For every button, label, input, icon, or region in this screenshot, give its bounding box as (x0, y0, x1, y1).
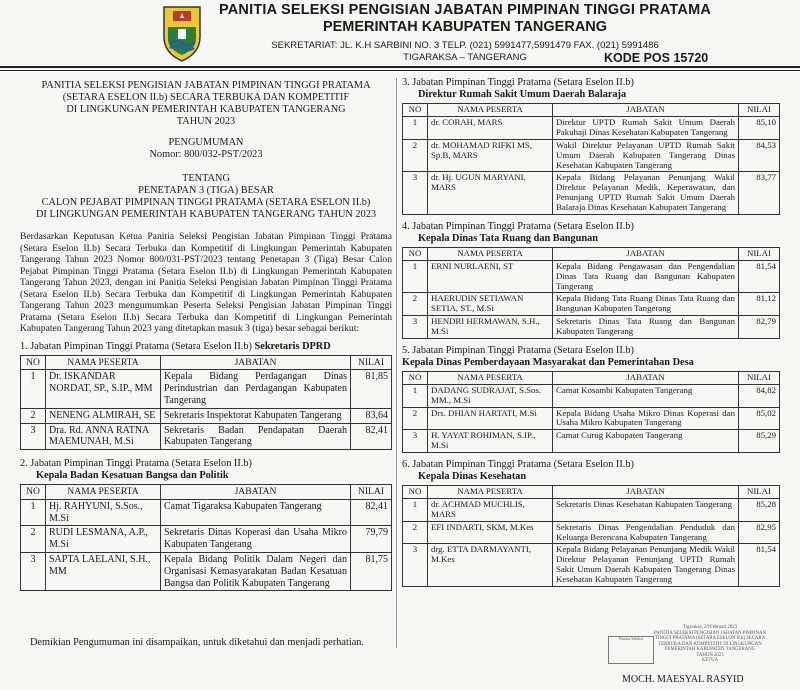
table-row (21, 370, 392, 408)
cell-jabatan: Kepala Bidang Pelayanan Penunjang Medik Wakil Direktur Pelayanan Penunjang UPTD Rumah Sakit Umum Daerah Kabupaten Tangerang Dinas Kesehatan Kabupaten Tangerang (553, 544, 739, 586)
section-heading: 3. Jabatan Pimpinan Tinggi Pratama (Setara Eselon II.b) (402, 77, 634, 88)
cell-nilai: 81,12 (739, 293, 780, 316)
cell-nilai: 82,95 (739, 521, 780, 544)
results-table-2 (20, 484, 392, 591)
cell-jabatan: Sekretaris Dinas Pengendalian Penduduk dan Keluarga Berencana Kabupaten Tangerang (553, 521, 739, 544)
cell-jabatan: Wakil Direktur Pelayanan UPTD Rumah Sakit Umum Daerah Kabupaten Tangerang Dinas Kesehatan Kabupaten Tangerang (553, 139, 739, 172)
cell-nilai: 85,10 (739, 117, 780, 140)
cell-nama: dr. CORAH, MARS (428, 117, 553, 140)
section-heading: 2. Jabatan Pimpinan Tinggi Pratama (Setara Eselon II.b) (20, 458, 252, 470)
cell-jabatan: Camat Tigaraksa Kabupaten Tangerang (161, 499, 351, 526)
section-1 (20, 341, 392, 353)
table-row (21, 552, 392, 590)
col-nama: NAMA PESERTA (46, 356, 161, 370)
cell-nama: H. YAYAT ROHIMAN, S.IP., M.Si (428, 430, 553, 453)
table-row (21, 499, 392, 526)
col-no: NO (403, 372, 428, 385)
table-header (403, 248, 780, 261)
table-row (403, 384, 780, 407)
right-column (402, 77, 780, 587)
col-jabatan: JABATAN (161, 356, 351, 370)
cell-nilai: 85,28 (739, 499, 780, 522)
section-position: Kepala Dinas Pemberdayaan Masyarakat dan Pemerintahan Desa (402, 356, 694, 368)
section-4 (402, 221, 780, 245)
signature-org-line5: TAHUN 2023 (696, 652, 724, 658)
cell-jabatan: Direktur UPTD Rumah Sakit Umum Daerah Pakuhaji Dinas Kesehatan Kabupaten Tangerang (553, 117, 739, 140)
cell-nilai: 82,41 (351, 423, 392, 450)
cell-jabatan: Camat Curug Kabupaten Tangerang (553, 430, 739, 453)
table-row (403, 499, 780, 522)
section-heading: 6. Jabatan Pimpinan Tinggi Pratama (Setara Eselon II.b) (402, 458, 634, 470)
table-header (403, 486, 780, 499)
col-nama: NAMA PESERTA (428, 372, 553, 385)
cell-nilai: 81,54 (739, 544, 780, 586)
cell-nama: Drs. DHIAN HARTATI, M.Si (428, 407, 553, 430)
cell-no: 1 (21, 370, 46, 408)
results-table-5 (402, 371, 780, 453)
col-nilai: NILAI (739, 248, 780, 261)
letterhead-line2: PEMERINTAH KABUPATEN TANGERANG (322, 19, 608, 35)
cell-no: 2 (403, 293, 428, 316)
column-divider (396, 78, 397, 648)
cell-nama: SAPTA LAELANI, S.H., MM (46, 552, 161, 590)
col-nama: NAMA PESERTA (428, 104, 553, 117)
table-row (403, 544, 780, 586)
section-heading: 4. Jabatan Pimpinan Tinggi Pratama (Setara Eselon II.b) (402, 220, 634, 232)
cell-nilai: 83,77 (739, 172, 780, 214)
announcement-label: PENGUMUMAN (168, 136, 244, 148)
table-row (403, 172, 780, 214)
signature-date: Tigaraksa, 20 Februari 2023 (682, 625, 738, 630)
cell-nilai: 84,82 (739, 384, 780, 407)
cell-nilai: 82,41 (351, 499, 392, 526)
cell-jabatan: Sekretaris Dinas Kesehatan Kabupaten Tangerang (553, 499, 739, 522)
title-line4: TAHUN 2023 (176, 116, 236, 128)
col-no: NO (403, 104, 428, 117)
document-title (20, 80, 392, 129)
cell-nilai: 82,79 (739, 316, 780, 339)
cell-no: 1 (403, 260, 428, 293)
signature-org-line1: PANITIA SELEKSI PENGISIAN JABATAN PIMPINAN (654, 630, 766, 636)
cell-no: 3 (403, 544, 428, 586)
signature-org-line2: TINGGI PRATAMA (SETARA ESELON II.b) SECARA (654, 636, 766, 642)
cell-no: 3 (403, 316, 428, 339)
section-3 (402, 77, 780, 101)
col-nilai: NILAI (739, 104, 780, 117)
cell-nilai: 84,53 (739, 139, 780, 172)
table-row (403, 430, 780, 453)
signature-org-line3: TERBUKA DAN KOMPETITIF DI LINGKUNGAN (658, 641, 762, 647)
signer-name: MOCH. MAESYAL RASYID (622, 674, 744, 685)
table-row (403, 521, 780, 544)
section-position: Kepala Badan Kesatuan Bangsa dan Politik (36, 470, 229, 482)
cell-no: 1 (21, 499, 46, 526)
table-header (403, 372, 780, 385)
cell-jabatan: Kepala Bidang Politik Dalam Negeri dan Organisasi Kemasyarakatan Badan Kesatuan Bangsa dan Politik Kabupaten Tangerang (161, 552, 351, 590)
results-table-6 (402, 485, 780, 587)
title-line1: PANITIA SELEKSI PENGISIAN JABATAN PIMPINAN TINGGI PRATAMA (41, 80, 371, 91)
col-nilai: NILAI (739, 486, 780, 499)
section-heading: 1. Jabatan Pimpinan Tinggi Pratama (Setara Eselon II.b) (20, 340, 252, 352)
table-row (21, 408, 392, 423)
cell-nilai: 79,79 (351, 526, 392, 553)
col-nilai: NILAI (739, 372, 780, 385)
cell-nama: dr. ACHMAD MUCHLIS, MARS (428, 499, 553, 522)
signature-org-line4: PEMERINTAH KABUPATEN TANGERANG (664, 647, 756, 653)
cell-jabatan: Camat Kosambi Kabupaten Tangerang (553, 384, 739, 407)
cell-no: 1 (403, 384, 428, 407)
table-row (403, 407, 780, 430)
section-5 (402, 345, 780, 369)
table-header (403, 104, 780, 117)
table-row (403, 293, 780, 316)
cell-nama: EFI INDARTI, SKM, M.Kes (428, 521, 553, 544)
section-position: Kepala Dinas Tata Ruang dan Bangunan (418, 232, 598, 244)
section-heading: 5. Jabatan Pimpinan Tinggi Pratama (Setara Eselon II.b) (402, 344, 634, 356)
cell-nama: dr. MOHAMAD RIFKI MS, Sp.B, MARS (428, 139, 553, 172)
announcement-block (20, 137, 392, 161)
subject-block (20, 173, 392, 222)
cell-jabatan: Kepala Bidang Pengawasan dan Pengendalian Dinas Tata Ruang dan Bangunan Kabupaten Tangerang (553, 260, 739, 293)
col-no: NO (403, 486, 428, 499)
col-no: NO (403, 248, 428, 261)
section-position: Direktur Rumah Sakit Umum Daerah Balaraja (418, 89, 627, 101)
kode-pos: KODE POS 15720 (604, 51, 709, 65)
col-nama: NAMA PESERTA (428, 486, 553, 499)
results-table-3 (402, 103, 780, 214)
cell-jabatan: Kepala Bidang Tata Ruang Dinas Tata Ruang dan Bangunan Kabupaten Tangerang (553, 293, 739, 316)
col-nama: NAMA PESERTA (428, 248, 553, 261)
kabupaten-tangerang-emblem-icon (158, 3, 206, 63)
cell-nilai: 85,29 (739, 430, 780, 453)
cell-nilai: 81,75 (351, 552, 392, 590)
cell-jabatan: Kepala Bidang Usaha Mikro Dinas Koperasi dan Usaha Mikro Kabupaten Tangerang (553, 407, 739, 430)
cell-jabatan: Sekretaris Badan Pendapatan Daerah Kabupaten Tangerang (161, 423, 351, 450)
results-table-1 (20, 355, 392, 450)
results-table-4 (402, 247, 780, 339)
table-row (403, 117, 780, 140)
section-position: Kepala Dinas Kesehatan (418, 471, 527, 483)
official-stamp (608, 636, 654, 664)
cell-jabatan: Sekretaris Dinas Tata Ruang dan Bangunan Kabupaten Tangerang (553, 316, 739, 339)
cell-nama: RUDI LESMANA, A.P., M.Si (46, 526, 161, 553)
cell-nama: HAERUDIN SETIAWAN SETIA, ST., M.Si (428, 293, 553, 316)
col-no: NO (21, 356, 46, 370)
letterhead-line1: PANITIA SELEKSI PENGISIAN JABATAN PIMPINAN TINGGI PRATAMA (218, 2, 712, 18)
cell-no: 3 (21, 552, 46, 590)
letterhead-city: TIGARAKSA – TANGERANG (403, 52, 527, 63)
col-nilai: NILAI (351, 356, 392, 370)
cell-no: 2 (403, 139, 428, 172)
cell-jabatan: Kepala Bidang Pelayanan Penunjang Wakil Direktur Pelayanan Medik, Keperawatan, dan Penunjang UPTD Rumah Sakit Umum Daerah Balaraja Dinas Kesehatan Kabupaten Tangerang (553, 172, 739, 214)
subject-line3: DI LINGKUNGAN PEMERINTAH KABUPATEN TANGERANG TAHUN 2023 (36, 209, 376, 221)
col-jabatan: JABATAN (553, 372, 739, 385)
section-6 (402, 459, 780, 483)
cell-jabatan: Sekretaris Dinas Koperasi dan Usaha Mikro Kabupaten Tangerang (161, 526, 351, 553)
title-line2: (SETARA ESELON II.b) SECARA TERBUKA DAN KOMPETITIF (62, 92, 350, 104)
header-rule-thick (0, 66, 800, 68)
cell-nama: ERNI NURLAENI, ST (428, 260, 553, 293)
cell-no: 1 (403, 117, 428, 140)
table-header (21, 356, 392, 370)
cell-nilai: 85,02 (739, 407, 780, 430)
table-row (21, 423, 392, 450)
col-jabatan: JABATAN (553, 248, 739, 261)
cell-nama: DADANG SUDRAJAT, S.Sos. MM., M.Si (428, 384, 553, 407)
cell-no: 3 (403, 172, 428, 214)
col-nama: NAMA PESERTA (46, 485, 161, 499)
cell-no: 3 (21, 423, 46, 450)
intro-paragraph: Berdasarkan Keputusan Ketua Panitia Seleksi Pengisian Jabatan Pimpinan Tinggi Pratama (Setara Eselon II.b) Secara Terbuka dan Kompetitif di Lingkungan Pemerintah Kabupaten Tangerang Tahun 2023 Nomor 800/031-PST/2023 tentang Penetapan 3 (Tiga) Besar Calon Pejabat Pimpinan Tinggi Pratama (Setara Eselon II.b) di Lingkungan Pemerintah Kabupaten Tangerang Tahun 2023, dengan ini Panitia Seleksi Pengisian Jabatan Pimpinan Tinggi Pratama (Setara Eselon II.b) Secara Terbuka dan Kompetitif di Lingkungan Pemerintah Kabupaten Tangerang Tahun 2023 mengumumkan Peserta Seleksi Pengisian Jabatan Pimpinan Tinggi Pratama (Setara Eselon II.b) Secara Terbuka dan Kompetitif di Lingkungan Pemerintah Kabupaten Tangerang Tahun 2023 yang ditetapkan masuk 3 (tiga) besar sebagai berikut: (20, 231, 392, 335)
cell-nilai: 83,64 (351, 408, 392, 423)
col-jabatan: JABATAN (553, 486, 739, 499)
cell-jabatan: Sekretaris Inspektorat Kabupaten Tangerang (161, 408, 351, 423)
tentang-label: TENTANG (182, 172, 230, 184)
closing-statement: Demikian Pengumuman ini disampaikan, untuk diketahui dan menjadi perhatian. (30, 637, 365, 648)
table-row (403, 260, 780, 293)
table-header (21, 485, 392, 499)
cell-nilai: 81,54 (739, 260, 780, 293)
section-2 (20, 458, 392, 482)
col-jabatan: JABATAN (161, 485, 351, 499)
letterhead-address: SEKRETARIAT: JL. K.H SARBINI NO. 3 TELP. (021) 5991477,5991479 FAX. (021) 5991486 (271, 40, 659, 51)
subject-line2: CALON PEJABAT PIMPINAN TINGGI PRATAMA (SETARA ESELON II.b) (41, 197, 371, 209)
cell-no: 2 (403, 407, 428, 430)
stamp-text: Panitia Seleksi (619, 636, 643, 641)
cell-nama: NENENG ALMIRAH, SE (46, 408, 161, 423)
table-row (21, 526, 392, 553)
cell-no: 2 (403, 521, 428, 544)
col-nilai: NILAI (351, 485, 392, 499)
cell-nama: Hj. RAHYUNI, S.Sos., M.Si (46, 499, 161, 526)
title-line3: DI LINGKUNGAN PEMERINTAH KABUPATEN TANGERANG (66, 104, 346, 116)
col-jabatan: JABATAN (553, 104, 739, 117)
cell-nama: Dr. ISKANDAR NORDAT, SP., S.IP., MM (46, 370, 161, 408)
cell-nama: dr. Hj. UGUN MARYANI, MARS (428, 172, 553, 214)
signature-role: KETUA (701, 658, 719, 664)
cell-no: 2 (21, 526, 46, 553)
header-rule-thin (0, 70, 800, 71)
cell-nama: HENDRI HERMAWAN, S.H., M.Si (428, 316, 553, 339)
table-row (403, 139, 780, 172)
col-no: NO (21, 485, 46, 499)
announcement-number: Nomor: 800/032-PST/2023 (149, 148, 263, 160)
table-row (403, 316, 780, 339)
cell-nilai: 81,85 (351, 370, 392, 408)
letterhead (0, 0, 800, 75)
subject-line1: PENETAPAN 3 (TIGA) BESAR (138, 184, 274, 196)
signature-block (650, 625, 770, 664)
cell-nama: drg. ETTA DARMAYANTI, M.Kes (428, 544, 553, 586)
cell-no: 3 (403, 430, 428, 453)
cell-nama: Dra. Rd. ANNA RATNA MAEMUNAH, M.Si (46, 423, 161, 450)
cell-no: 2 (21, 408, 46, 423)
cell-no: 1 (403, 499, 428, 522)
section-position: Sekretaris DPRD (254, 340, 331, 352)
cell-jabatan: Kepala Bidang Perdagangan Dinas Perindustrian dan Perdagangan Kabupaten Tangerang (161, 370, 351, 408)
left-column (20, 80, 392, 591)
